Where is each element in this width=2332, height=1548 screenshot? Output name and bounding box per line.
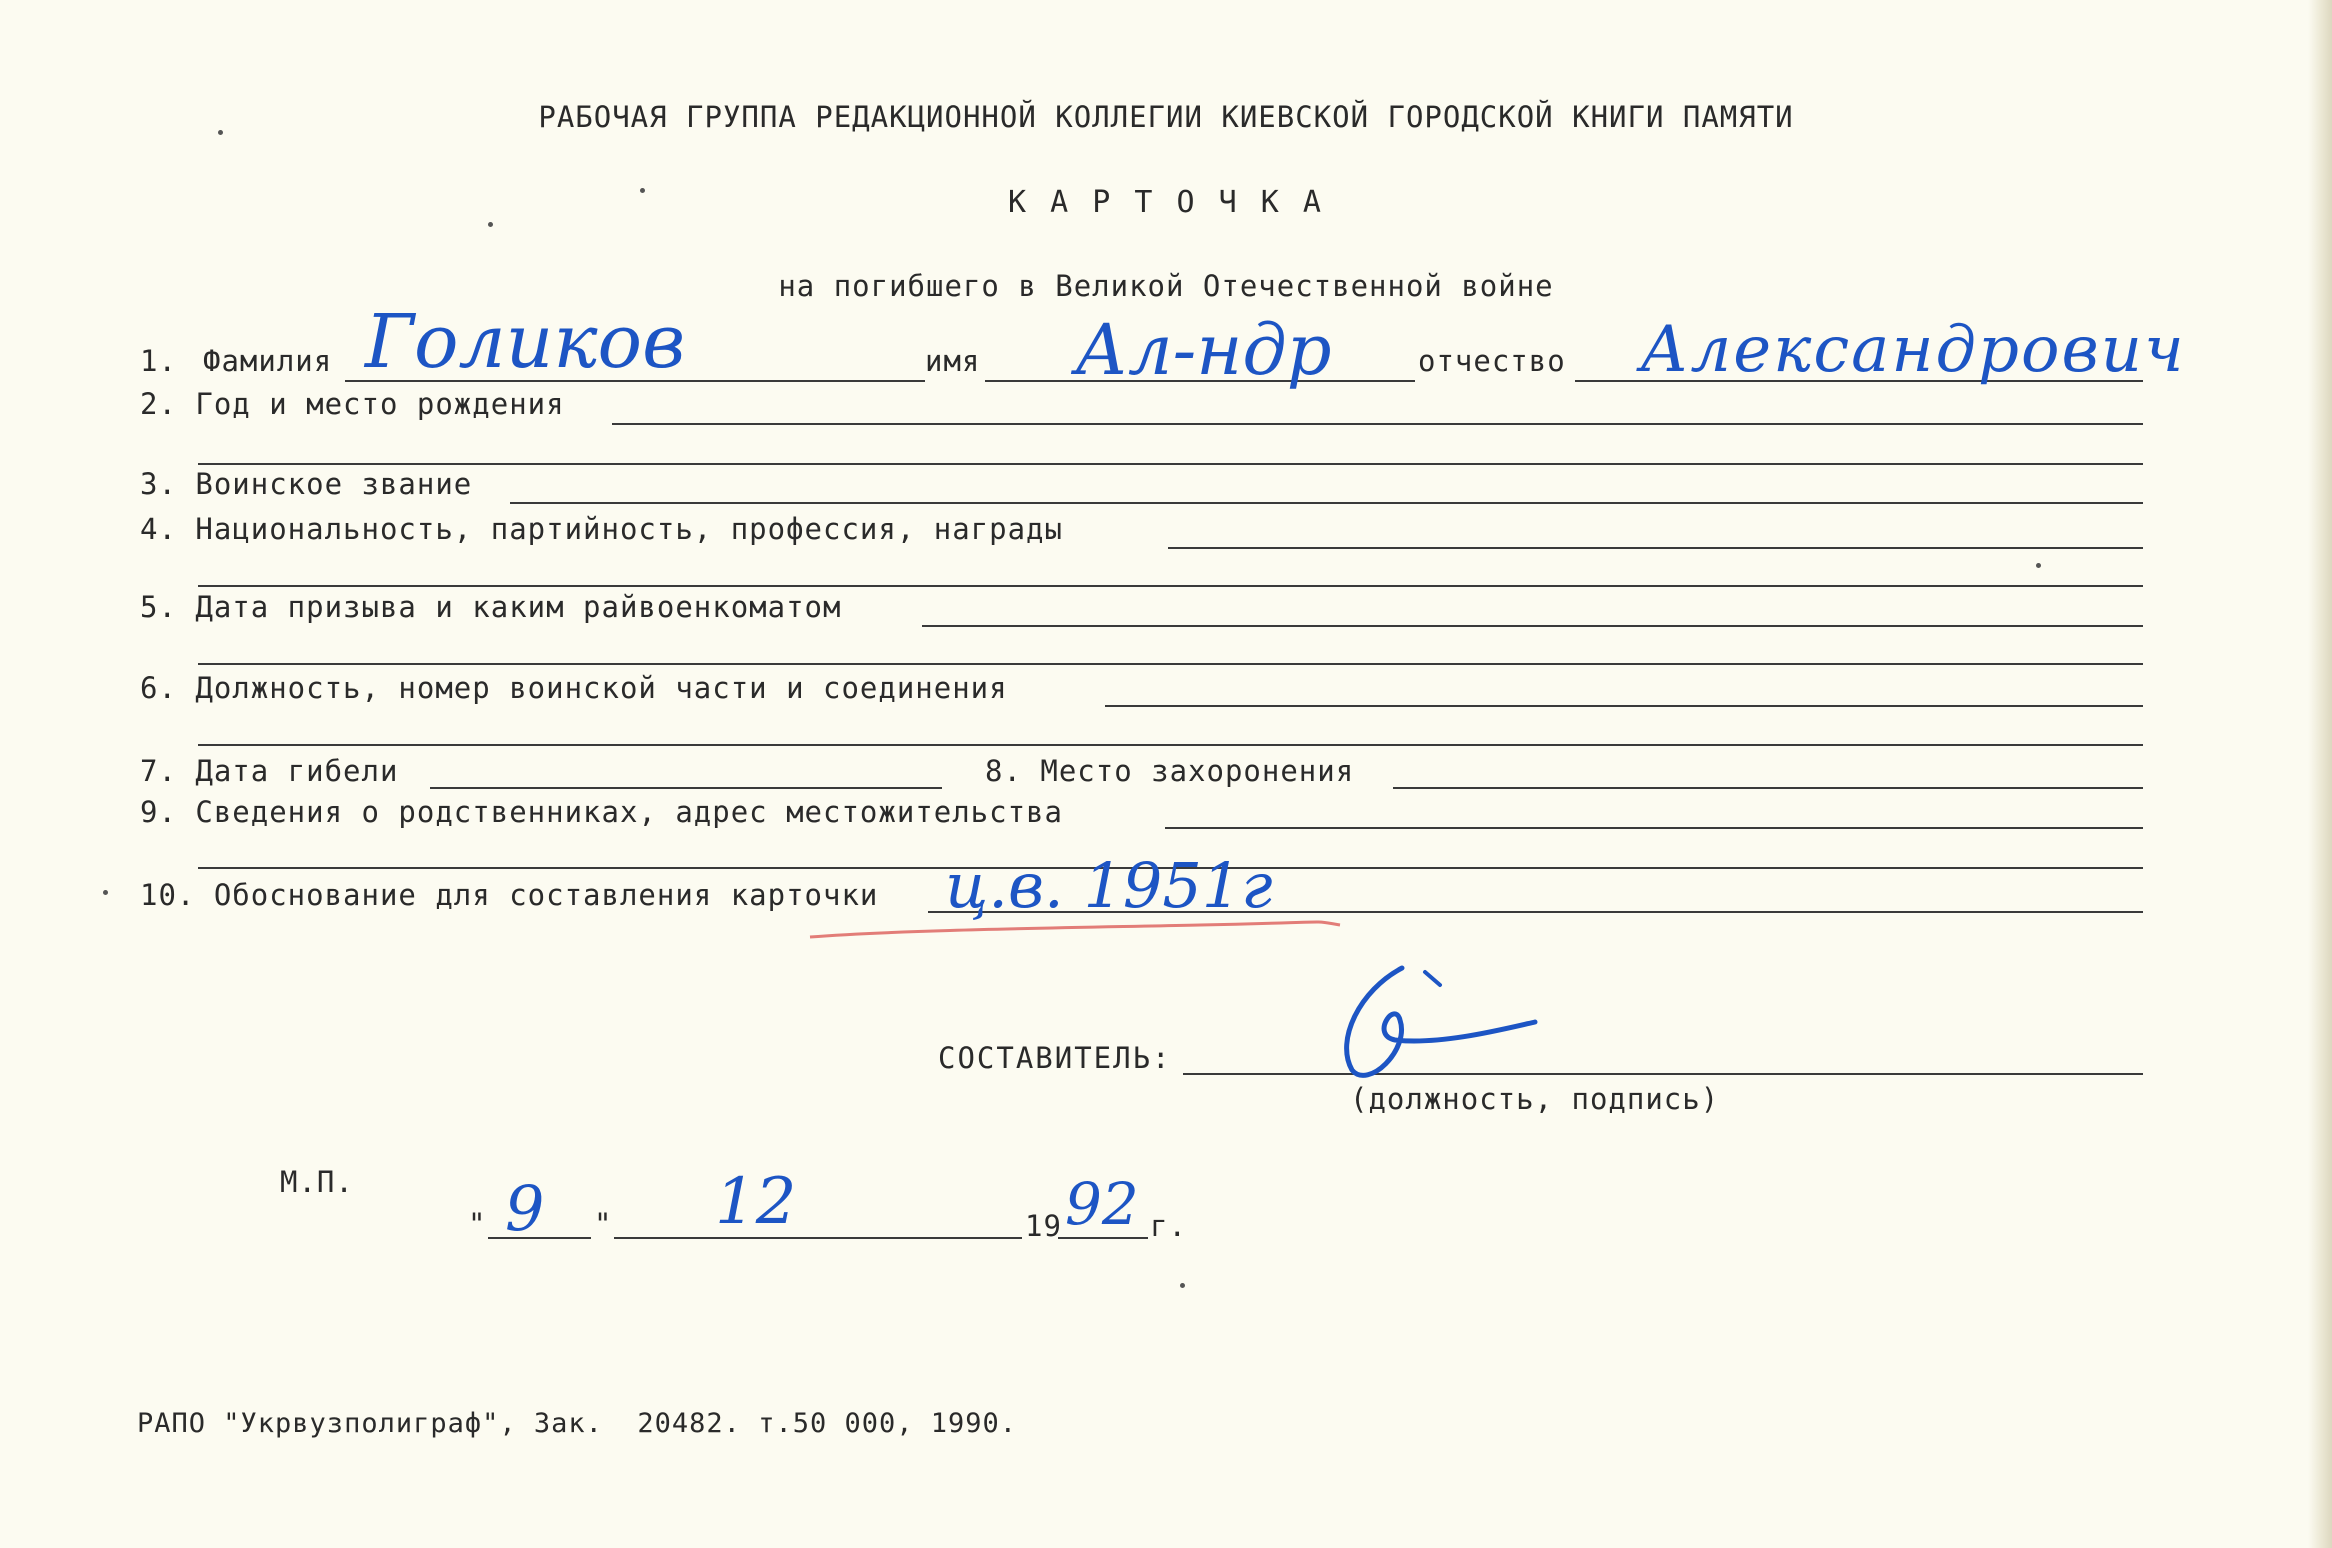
red-underline-mark (810, 922, 1340, 937)
patronymic-handwritten: Александрович (1640, 313, 2186, 387)
field-7-label: 7. Дата гибели (140, 754, 399, 788)
field-2-label: 2. Год и место рождения (140, 387, 565, 421)
field-3-label: 3. Воинское звание (140, 467, 473, 501)
signature-tick-mark (1425, 972, 1440, 985)
surname-handwritten: Голиков (365, 299, 686, 385)
speck (103, 890, 108, 895)
speck (640, 188, 645, 193)
seal-place-label: М.П. (280, 1165, 354, 1199)
date-quote-close: " (594, 1207, 613, 1241)
field-surname-label: Фамилия (203, 344, 333, 378)
field-6-label: 6. Должность, номер воинской части и соединения (140, 671, 1008, 705)
field-10-label: 10. Обоснование для составления карточки (140, 878, 879, 912)
compiler-note: (должность, подпись) (1350, 1082, 1720, 1116)
year-handwritten: 92 (1065, 1170, 1139, 1238)
field-1-number: 1. (140, 344, 177, 378)
compiler-label: СОСТАВИТЕЛЬ: (938, 1041, 1172, 1075)
day-handwritten: 9 (505, 1172, 545, 1245)
field-8-label: 8. Место захоронения (985, 754, 1355, 788)
year-prefix: 19 (1025, 1209, 1062, 1243)
basis-handwritten: ц.в. 1951г (945, 849, 1273, 922)
field-4-label: 4. Национальность, партийность, профессия, награды (140, 512, 1063, 546)
printer-imprint: РАПО "Укрвузполиграф", Зак. 20482. т.50 000, 1990. (137, 1408, 1018, 1439)
card-title: К А Р Т О Ч К А (1008, 185, 1324, 220)
month-handwritten: 12 (715, 1165, 797, 1239)
field-name-label: имя (925, 344, 981, 378)
date-quote-open: " (468, 1207, 487, 1241)
card-subtitle: на погибшего в Великой Отечественной войне (778, 269, 1554, 303)
year-unit: г. (1150, 1209, 1187, 1243)
field-9-label: 9. Сведения о родственниках, адрес местожительства (140, 795, 1063, 829)
field-patronymic-label: отчество (1418, 344, 1566, 378)
speck (218, 130, 223, 135)
organization-header: РАБОЧАЯ ГРУППА РЕДАКЦИОННОЙ КОЛЛЕГИИ КИЕВСКОЙ ГОРОДСКОЙ КНИГИ ПАМЯТИ (538, 100, 1794, 134)
field-5-label: 5. Дата призыва и каким райвоенкоматом (140, 590, 842, 624)
speck (1180, 1283, 1185, 1288)
speck (2036, 563, 2041, 568)
speck (488, 222, 493, 227)
name-handwritten: Ал-ндр (1075, 309, 1332, 391)
